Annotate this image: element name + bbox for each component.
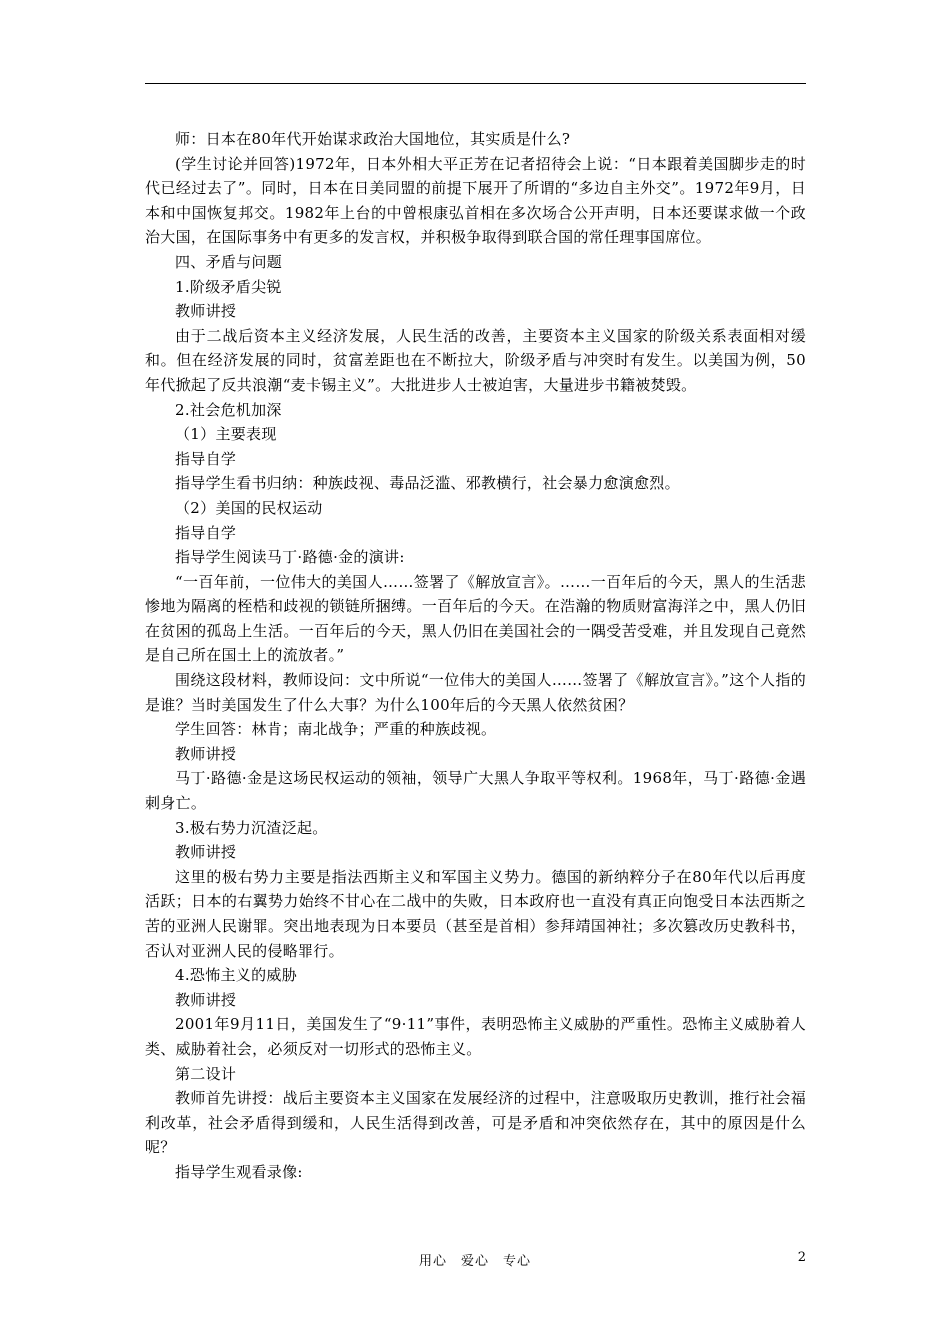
paragraph: 由于二战后资本主义经济发展，人民生活的改善，主要资本主义国家的阶级关系表面相对缓和。但在经济发展的同时，贫富差距也在不断拉大，阶级矛盾与冲突时有发生。以美国为例，50年代掀起了反共浪潮“麦卡锡主义”。大批进步人士被迫害，大量进步书籍被焚毁。 — [145, 326, 806, 394]
quotation: “一百年前，一位伟大的美国人……签署了《解放宣言》。……一百年后的今天，黑人的生活悲惨地为隔离的桎梏和歧视的锁链所捆缚。一百年后的今天。在浩瀚的物质财富海洋之中，黑人仍旧在贫困的孤岛上生活。一百年后的今天，黑人仍旧在美国社会的一隅受苦受难，并且发现自己竟然是自己所在国土上的流放者。” — [145, 572, 806, 665]
subsection-heading: （1）主要表现 — [175, 425, 277, 444]
header-rule — [145, 83, 806, 84]
paragraph: 围绕这段材料，教师设问：文中所说“一位伟大的美国人……签署了《解放宣言》。”这个人指的是谁？当时美国发生了什么大事？为什么100年后的今天黑人依然贫困？ — [145, 671, 806, 714]
paragraph: 学生回答：林肯；南北战争；严重的种族歧视。 — [175, 720, 497, 739]
paragraph: 教师讲授 — [175, 302, 237, 321]
page-number: 2 — [797, 1250, 806, 1265]
subsection-heading: （2）美国的民权运动 — [175, 498, 323, 517]
paragraph: 指导自学 — [175, 523, 237, 542]
subsection-heading: 2.社会危机加深 — [175, 400, 282, 419]
paragraph: 教师讲授 — [175, 843, 237, 862]
paragraph: 2001年9月11日，美国发生了“9·11”事件，表明恐怖主义威胁的严重性。恐怖主义威胁着人类、威胁着社会，必须反对一切形式的恐怖主义。 — [145, 1015, 806, 1058]
paragraph: 指导学生看书归纳：种族歧视、毒品泛滥、邪教横行，社会暴力愈演愈烈。 — [175, 474, 680, 493]
paragraph: (学生讨论并回答)1972年，日本外相大平正芳在记者招待会上说：“日本跟着美国脚步走的时代已经过去了”。同时，日本在日美同盟的前提下展开了所谓的“多边自主外交”。1972年9月，日本和中国恢复邦交。1982年上台的中曾根康弘首相在多次场合公开声明，日本还要谋求做一个政治大国，在国际事务中有更多的发言权，并积极争取得到联合国的常任理事国席位。 — [145, 154, 806, 247]
paragraph: 教师讲授 — [175, 990, 237, 1009]
paragraph: 马丁·路德·金是这场民权运动的领袖，领导广大黑人争取平等权利。1968年，马丁·路德·金遇刺身亡。 — [145, 769, 806, 813]
section-heading: 第二设计 — [175, 1064, 237, 1083]
document-body — [145, 127, 806, 1185]
paragraph: 教师首先讲授：战后主要资本主义国家在发展经济的过程中，注意吸取历史教训，推行社会福利改革，社会矛盾得到缓和，人民生活得到改善，可是矛盾和冲突依然存在，其中的原因是什么呢？ — [145, 1089, 806, 1157]
paragraph: 指导学生阅读马丁·路德·金的演讲: — [175, 548, 405, 567]
paragraph: 教师讲授 — [175, 744, 237, 763]
paragraph: 指导学生观看录像: — [175, 1162, 303, 1181]
subsection-heading: 4.恐怖主义的威胁 — [175, 966, 298, 985]
section-heading: 四、矛盾与问题 — [175, 252, 283, 271]
paragraph: 指导自学 — [175, 449, 237, 468]
subsection-heading: 1.阶级矛盾尖锐 — [175, 277, 282, 296]
subsection-heading: 3.极右势力沉渣泛起。 — [175, 818, 328, 837]
paragraph: 这里的极右势力主要是指法西斯主义和军国主义势力。德国的新纳粹分子在80年代以后再度活跃；日本的右翼势力始终不甘心在二战中的失败，日本政府也一直没有真正向饱受日本法西斯之苦的亚洲人民谢罪。突出地表现为日本要员（甚至是首相）参拜靖国神社；多次篡改历史教科书，否认对亚洲人民的侵略罪行。 — [145, 867, 806, 960]
paragraph: 师：日本在80年代开始谋求政治大国地位，其实质是什么? — [175, 130, 571, 148]
footer-motto: 用心 爱心 专心 — [418, 1254, 531, 1269]
